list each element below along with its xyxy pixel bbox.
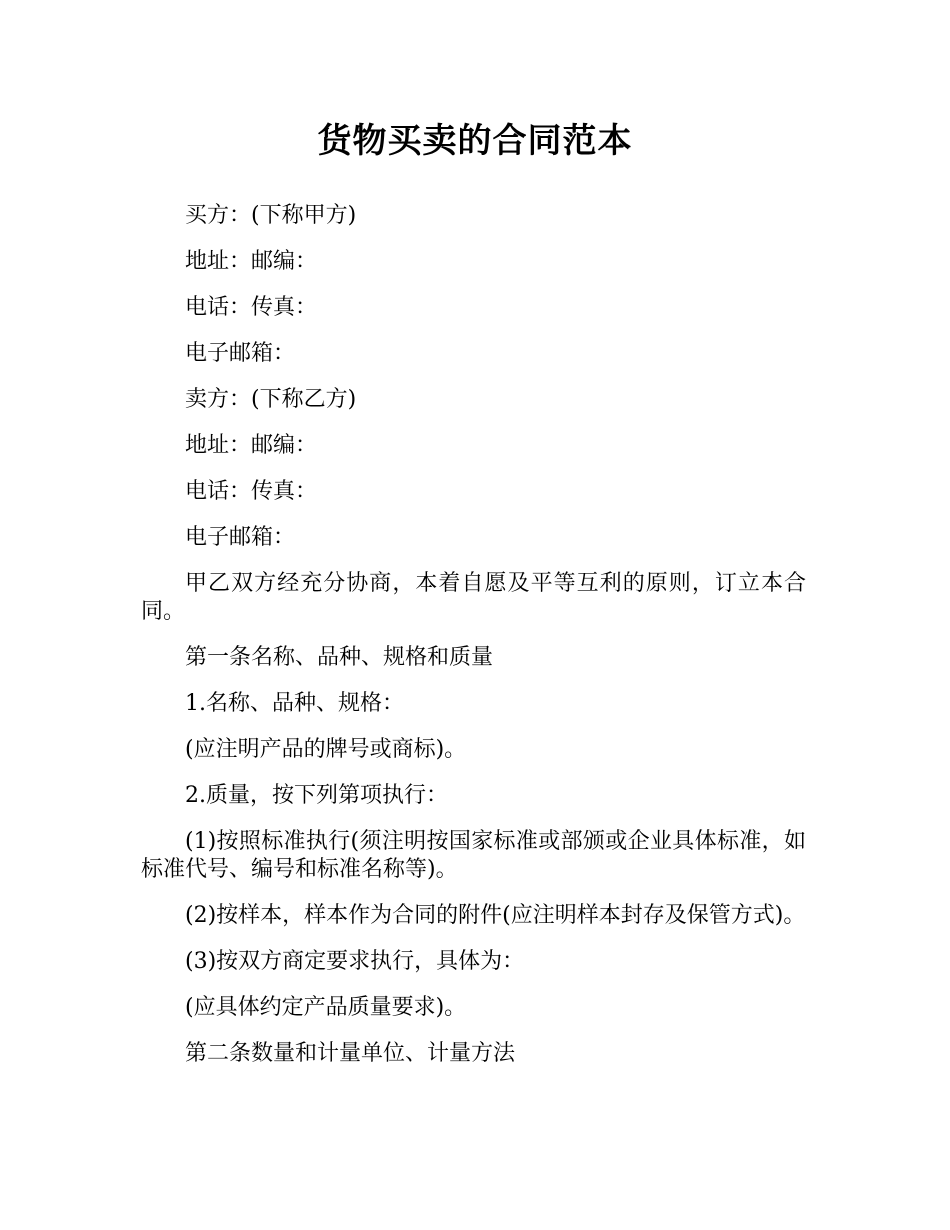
paragraph-seller-address: 地址：邮编： xyxy=(185,433,318,458)
article-1-option-3: (3)按双方商定要求执行，具体为： xyxy=(185,949,525,974)
paragraph-buyer-email: 电子邮箱： xyxy=(185,341,296,366)
article-1-item-2: 2.质量，按下列第项执行： xyxy=(185,783,448,808)
article-1-item-1: 1.名称、品种、规格： xyxy=(185,691,404,716)
article-1-option-3-note: (应具体约定产品质量要求)。 xyxy=(185,995,467,1020)
article-1-option-1: (1)按照标准执行(须注明按国家标准或部颁或企业具体标准，如标准代号、编号和标准名称等)。 xyxy=(141,829,806,882)
paragraph-seller-phone: 电话：传真： xyxy=(185,479,318,504)
article-1-item-1-note: (应注明产品的牌号或商标)。 xyxy=(185,737,467,762)
paragraph-buyer: 买方：(下称甲方) xyxy=(185,203,357,228)
paragraph-seller-email: 电子邮箱： xyxy=(185,525,296,550)
paragraph-preamble: 甲乙双方经充分协商，本着自愿及平等互利的原则，订立本合同。 xyxy=(141,571,806,624)
paragraph-buyer-phone: 电话：传真： xyxy=(185,295,318,320)
document-title: 货物买卖的合同范本 xyxy=(317,121,633,161)
article-2-heading: 第二条数量和计量单位、计量方法 xyxy=(185,1041,516,1066)
paragraph-seller: 卖方：(下称乙方) xyxy=(185,387,357,412)
document-body xyxy=(141,202,806,1086)
article-1-heading: 第一条名称、品种、规格和质量 xyxy=(185,645,494,670)
paragraph-buyer-address: 地址：邮编： xyxy=(185,249,318,274)
article-1-option-2: (2)按样本，样本作为合同的附件(应注明样本封存及保管方式)。 xyxy=(185,903,806,928)
